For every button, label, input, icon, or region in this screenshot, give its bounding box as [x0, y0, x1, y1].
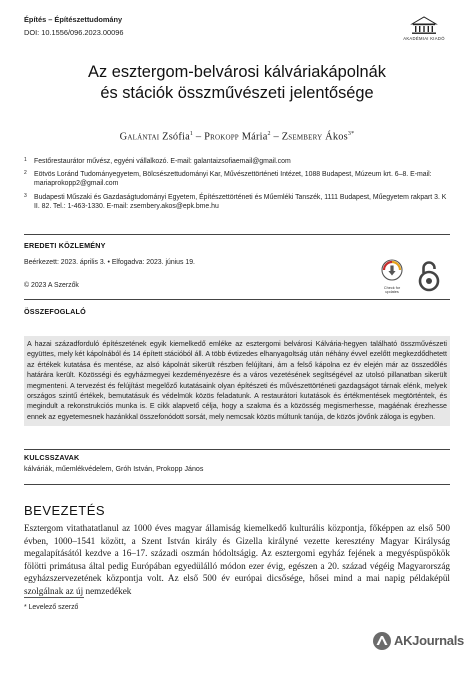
- author-separator: –: [193, 131, 205, 143]
- abstract-heading: ÖSSZEFOGLALÓ: [24, 307, 86, 316]
- open-access-lock-icon: [418, 259, 440, 293]
- publisher-logo: [394, 15, 454, 45]
- author-2-sup: 2: [267, 131, 271, 137]
- affiliation-3: [24, 193, 450, 211]
- abstract-box: [24, 336, 450, 426]
- check-label: Check for updates: [383, 286, 401, 295]
- title-line-2: és stációk összművészeti jelentősége: [100, 84, 374, 102]
- affiliation-num: 1: [24, 157, 27, 163]
- check-updates-icon: [381, 259, 403, 281]
- title-line-1: Az esztergom-belvárosi kálváriakápolnák: [88, 63, 386, 81]
- affiliation-text: Eötvös Loránd Tudományegyetem, Bölcsészettudományi Kar, Művészettörténeti Intézet, 1088 Budapest, Múzeum krt. 6–8. E-mail: mariaprokopp2@gmail.com: [34, 171, 432, 188]
- article-type-heading: EREDETI KÖZLEMÉNY: [24, 241, 106, 250]
- divider: [24, 234, 450, 235]
- divider: [24, 299, 450, 300]
- abstract-text: A hazai századforduló építészetének egyik kiemelkedő emléke az esztergomi belvárosi Kálvária-hegyen található összművészeti együttes, mely két kápolnából és 14 épített stációból áll. A több évtizedes elhanyagoltság után néhány évvel ezelőtt megkezdődhetett az értékek kutatása és mentése, az alsó kápolnát sikerült részben felújítani, ám a felső kápolna ez év elején már az összedőlés határára került. Közösségi és egyházmegyei kezdeményezésre és a város vezetésének segítségével az utolsó pillanatban sikerült megmenteni. A tervezést és felújítást megelőző kutatásaink olyan építészeti és művészettörténeti gazdagságot tárnak elénk, melyek országos szintű értékek, bemutatásuk és védelmük közös feladatunk. A restaurátori kutatások és értékmentések megtörténtek, és megindult a rekonstrukciós munka is. E cikk alapvető célja, hogy a szakma és a közösség megismerhesse, magáénak érezhesse ennek az egyetemesnek hazánkkal összefonódott sorsát, mely nemcsak közös múltunk tanúja, de közös jövőnk záloga is egyben.: [27, 340, 447, 421]
- akjournals-logo[interactable]: [372, 630, 464, 652]
- author-list: [24, 131, 450, 142]
- affiliation-list: [24, 157, 450, 215]
- article-dates: Beérkezett: 2023. április 3. • Elfogadva: 2023. június 19.: [24, 259, 195, 266]
- author-2-family: Prokopp: [204, 131, 239, 143]
- intro-body: [24, 522, 450, 598]
- akjournals-brand: AKJournals: [394, 633, 464, 648]
- journal-name: Építés – Építészettudomány: [24, 15, 123, 24]
- badge-group: [378, 259, 452, 295]
- keywords-heading: KULCSSZAVAK: [24, 453, 80, 462]
- intro-heading: BEVEZETÉS: [24, 503, 106, 518]
- footnote-rule: [24, 597, 84, 598]
- author-1-family: Galántai: [119, 131, 160, 143]
- intro-paragraph: Esztergom vitathatatlanul az 1000 éves magyar államiság kiemelkedő kulturális központja, főképpen az első 500 évben, 1000–1541 között, a Szent István király és Gizella királyné vezette keresztény Magyar Királyság megalapításától kezdve a 16–17. századi oszmán hódoltságig. Az esztergomi egyház fejének a megyéspüspökök fölötti primátusa által pedig Európában egyedülálló módon ezer évig, egészen a 20. század végéig Magyarország egyházszervezetének központja volt. Az első 500 év európai dicsősége, hősei mind a mai napig példaképül szolgálnak az új nemzedékek: [24, 523, 450, 596]
- affiliation-text: Festőrestaurátor művész, egyéni vállalkozó. E-mail: galantaizsofiaemail@gmail.com: [34, 158, 291, 165]
- author-3-family: Zsembery: [281, 131, 323, 143]
- divider: [24, 484, 450, 485]
- author-1-given: Zsófia: [162, 131, 190, 143]
- author-3-given: Ákos: [325, 131, 348, 143]
- publisher-name: AKADÉMIAI KIADÓ: [403, 36, 445, 41]
- article-title: [24, 62, 450, 104]
- journal-header: [24, 15, 454, 45]
- author-3-sup: 3*: [347, 131, 355, 137]
- open-access-badge[interactable]: [418, 259, 444, 295]
- affiliation-num: 3: [24, 192, 27, 199]
- affiliation-text: Budapesti Műszaki és Gazdaságtudományi Egyetem, Építészettörténeti és Műemléki Tanszék, 1111 Budapest, Műegyetem rakpart 3. K II. 82. Tel.: 1-463-1330. E-mail: zsembery.akos@epk.bme.hu: [34, 193, 447, 210]
- footnote: * Levelező szerző: [24, 604, 79, 611]
- affiliation-2: [24, 170, 450, 188]
- author-1-sup: 1: [189, 131, 194, 137]
- author-2-given: Mária: [241, 131, 268, 143]
- affiliation-num: 2: [24, 170, 27, 177]
- keywords-text: kálváriák, műemlékvédelem, Gróh István, Prokopp János: [24, 465, 204, 473]
- copyright-notice: © 2023 A Szerzők: [24, 282, 79, 289]
- divider: [24, 449, 450, 450]
- check-for-updates-badge[interactable]: [378, 259, 406, 293]
- doi-text[interactable]: DOI: 10.1556/096.2023.00096: [24, 28, 124, 37]
- author-separator: –: [270, 131, 282, 143]
- affiliation-1: [24, 157, 450, 166]
- academy-building-icon: [410, 15, 438, 35]
- akjournals-mark-icon: [372, 631, 392, 651]
